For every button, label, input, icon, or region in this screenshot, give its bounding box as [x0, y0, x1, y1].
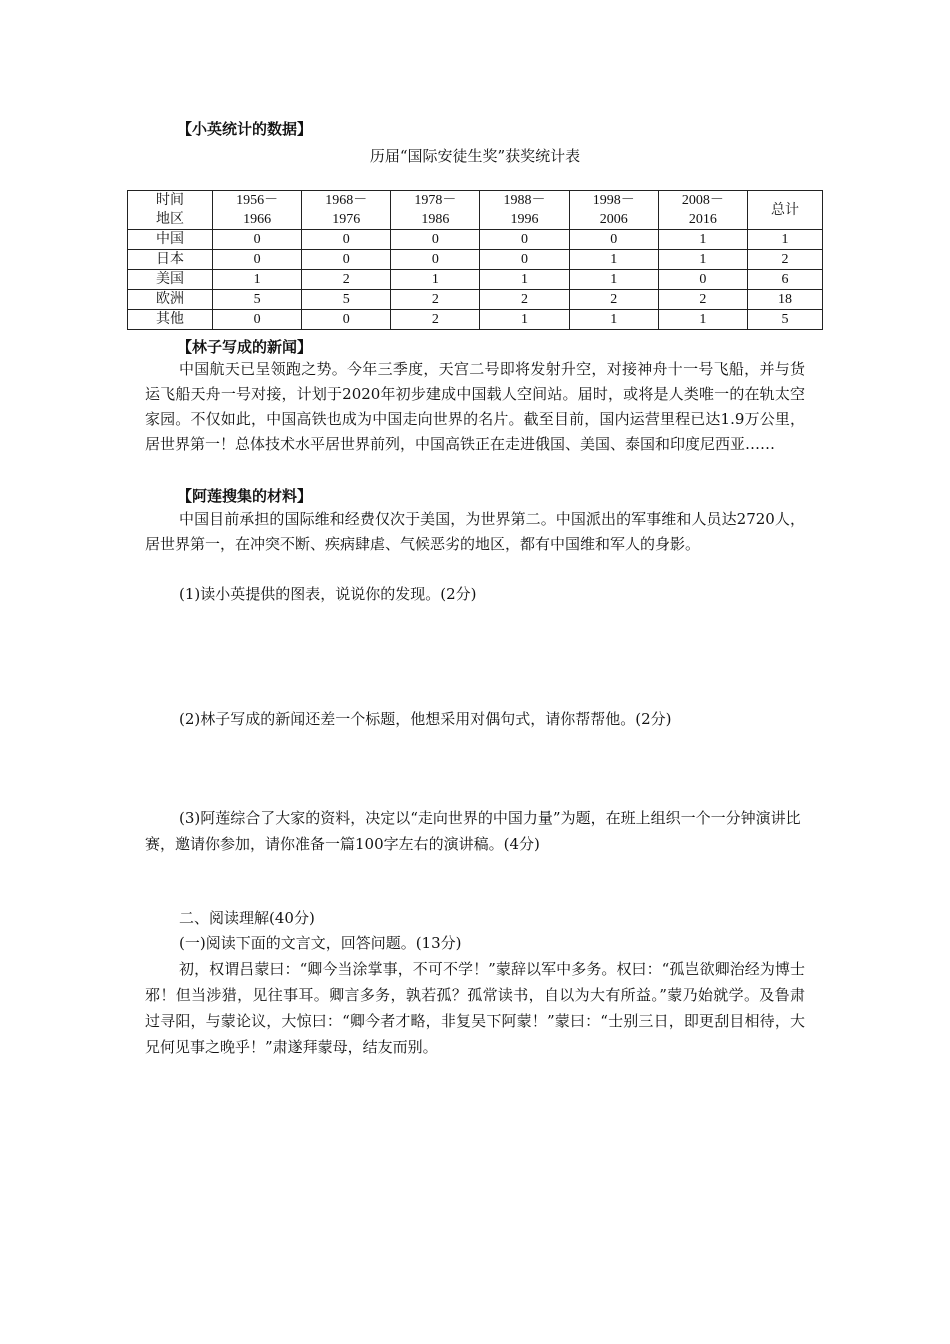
- linzi-news-paragraph: 中国航天已呈领跑之势。今年三季度，天宫二号即将发射升空，对接神舟十一号飞船，并与货运飞船天舟一号对接，计划于2020年初步建成中国载人空间站。届时，或将是人类唯一的在轨太空家园。不仅如此，中国高铁也成为中国走向世界的名片。截至目前，国内运营里程已达1.9万公里，居世界第一！总体技术水平居世界前列，中国高铁正在走进俄国、美国、泰国和印度尼西亚……: [145, 360, 805, 453]
- period-start: 1988－: [503, 193, 546, 208]
- value-cell: 0: [302, 250, 391, 270]
- value-cell: 0: [213, 250, 302, 270]
- table-header-row: [128, 191, 823, 230]
- section-2-title-text: 二、阅读理解(40分): [179, 909, 315, 927]
- value-cell: 2: [480, 290, 569, 310]
- period-header-cell: [569, 191, 658, 230]
- value-cell: 0: [391, 250, 480, 270]
- period-header-cell: [213, 191, 302, 230]
- period-header-cell: [391, 191, 480, 230]
- value-cell: 1: [480, 310, 569, 330]
- value-cell: 0: [569, 230, 658, 250]
- value-cell: 2: [302, 270, 391, 290]
- award-stats-table: [127, 190, 823, 330]
- linzi-heading: 【林子写成的新闻】: [177, 338, 313, 356]
- value-cell: 2: [391, 310, 480, 330]
- value-cell: 0: [480, 230, 569, 250]
- period-start: 1978－: [414, 193, 457, 208]
- period-start: 1998－: [592, 193, 635, 208]
- period-start: 1956－: [236, 193, 279, 208]
- table-row: [128, 290, 823, 310]
- total-cell: 6: [748, 270, 823, 290]
- table-row: [128, 250, 823, 270]
- question-2-text: (2)林子写成的新闻还差一个标题，他想采用对偶句式，请你帮帮他。(2分): [179, 710, 672, 728]
- value-cell: 0: [391, 230, 480, 250]
- value-cell: 1: [658, 230, 747, 250]
- total-header-cell: 总计: [748, 191, 823, 230]
- xiaoying-heading: 【小英统计的数据】: [177, 120, 313, 138]
- table-row: [128, 230, 823, 250]
- value-cell: 5: [302, 290, 391, 310]
- value-cell: 0: [658, 270, 747, 290]
- period-end: 1986: [421, 212, 450, 227]
- alian-material-text: [145, 507, 805, 557]
- total-cell: 1: [748, 230, 823, 250]
- corner-header-cell: [128, 191, 213, 230]
- value-cell: 2: [658, 290, 747, 310]
- value-cell: 1: [213, 270, 302, 290]
- question-2: [145, 706, 810, 732]
- total-cell: 2: [748, 250, 823, 270]
- period-header-cell: [302, 191, 391, 230]
- period-start: 2008－: [681, 193, 724, 208]
- total-cell: 18: [748, 290, 823, 310]
- region-cell: 其他: [128, 310, 213, 330]
- alian-material-paragraph: 中国目前承担的国际维和经费仅次于美国，为世界第二。中国派出的军事维和人员达2720人，居世界第一，在冲突不断、疾病肆虐、气候恶劣的地区，都有中国维和军人的身影。: [145, 510, 805, 553]
- question-3: [145, 805, 810, 857]
- value-cell: 0: [213, 310, 302, 330]
- value-cell: 0: [302, 310, 391, 330]
- classical-passage: [145, 956, 805, 1060]
- value-cell: 0: [302, 230, 391, 250]
- period-header-cell: [658, 191, 747, 230]
- value-cell: 0: [213, 230, 302, 250]
- classical-passage-text: 初，权谓吕蒙曰：“卿今当涂掌事，不可不学！”蒙辞以军中多务。权曰：“孤岂欲卿治经为博士邪！但当涉猎，见往事耳。卿言多务，孰若孤？孤常读书，自以为大有所益。”蒙乃始就学。及鲁肃过寻阳，与蒙论议，大惊曰：“卿今者才略，非复吴下阿蒙！”蒙曰：“士别三日，即更刮目相待，大兄何见事之晚乎！”肃遂拜蒙母，结友而别。: [145, 960, 805, 1056]
- value-cell: 5: [213, 290, 302, 310]
- region-cell: 欧洲: [128, 290, 213, 310]
- value-cell: 1: [569, 310, 658, 330]
- table-row: [128, 310, 823, 330]
- region-cell: 日本: [128, 250, 213, 270]
- section-2-title: [145, 905, 810, 931]
- linzi-news-text: [145, 357, 805, 457]
- alian-heading: 【阿莲搜集的材料】: [177, 487, 313, 505]
- question-3-text: (3)阿莲综合了大家的资料，决定以“走向世界的中国力量”为题，在班上组织一个一分钟演讲比赛，邀请你参加，请你准备一篇100字左右的演讲稿。(4分): [145, 809, 801, 853]
- question-1-text: (1)读小英提供的图表，说说你的发现。(2分): [179, 585, 477, 603]
- period-start: 1968－: [325, 193, 368, 208]
- value-cell: 1: [569, 250, 658, 270]
- period-end: 1966: [243, 212, 272, 227]
- value-cell: 1: [480, 270, 569, 290]
- value-cell: 1: [658, 310, 747, 330]
- value-cell: 2: [569, 290, 658, 310]
- value-cell: 1: [569, 270, 658, 290]
- period-header-cell: [480, 191, 569, 230]
- period-end: 2016: [688, 212, 717, 227]
- value-cell: 2: [391, 290, 480, 310]
- period-end: 2006: [599, 212, 628, 227]
- section-2-subtitle-text: (一)阅读下面的文言文，回答问题。(13分): [179, 934, 462, 952]
- period-end: 1996: [510, 212, 539, 227]
- section-2-subtitle: [145, 930, 810, 956]
- value-cell: 0: [480, 250, 569, 270]
- period-end: 1976: [332, 212, 361, 227]
- table-caption: 历届“国际安徒生奖”获奖统计表: [369, 147, 581, 165]
- table-row: [128, 270, 823, 290]
- region-cell: 美国: [128, 270, 213, 290]
- corner-region-label: 地区: [156, 212, 184, 227]
- value-cell: 1: [391, 270, 480, 290]
- value-cell: 1: [658, 250, 747, 270]
- total-cell: 5: [748, 310, 823, 330]
- corner-time-label: 时间: [156, 193, 184, 208]
- question-1: [145, 581, 810, 607]
- region-cell: 中国: [128, 230, 213, 250]
